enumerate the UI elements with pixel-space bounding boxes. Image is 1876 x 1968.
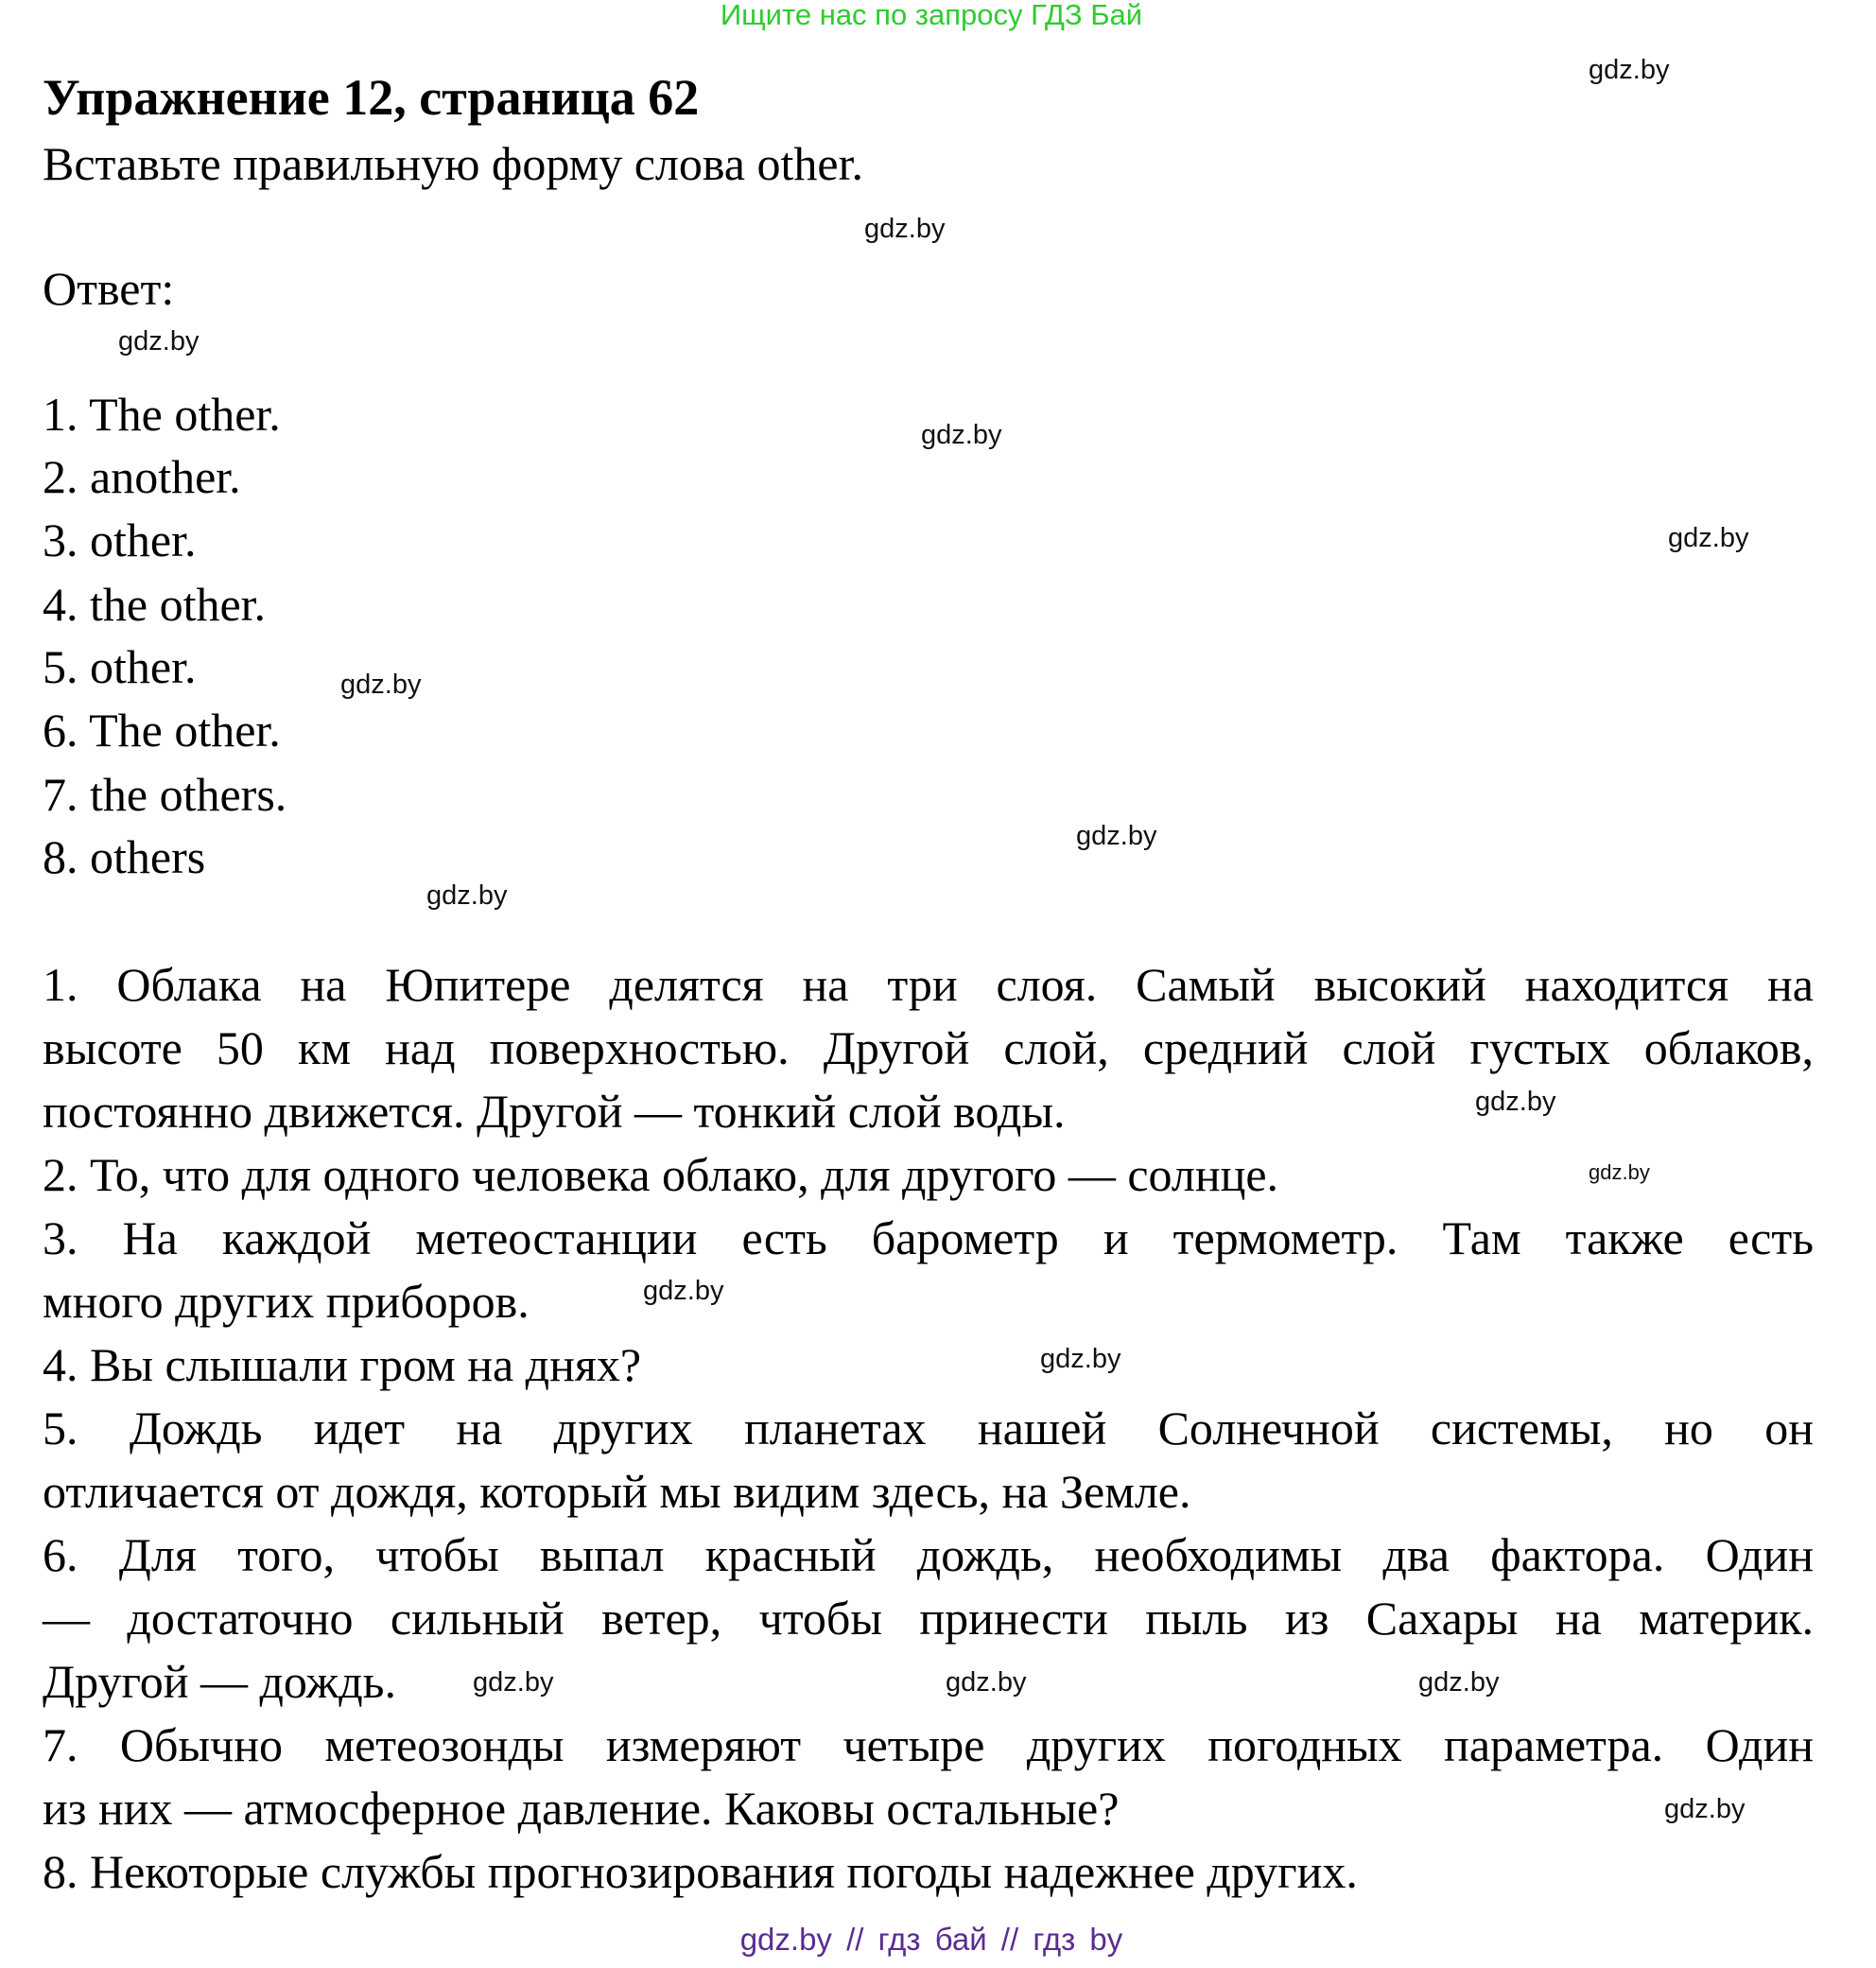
translation-line: 4. Вы слышали гром на днях?: [43, 1338, 642, 1391]
translation-line: 8. Некоторые службы прогнозирования погоды надежнее других.: [43, 1845, 1358, 1898]
translation-line: 2. То, что для одного человека облако, для другого — солнце.: [43, 1148, 1279, 1201]
footer-links: gdz.by // гдз бай // гдз by: [739, 1922, 1123, 1957]
translation-line: 3. На каждой метеостанции есть барометр и термометр. Там также есть: [43, 1211, 1814, 1264]
search-banner: Ищите нас по запросу ГДЗ Бай: [720, 0, 1143, 31]
answer-item: 2. another.: [43, 450, 241, 503]
watermark: gdz.by: [426, 880, 508, 911]
watermark: gdz.by: [1589, 1160, 1650, 1184]
watermark: gdz.by: [1668, 523, 1749, 553]
translation-line: Другой — дождь.: [43, 1655, 396, 1708]
watermark: gdz.by: [1418, 1667, 1500, 1698]
watermark: gdz.by: [921, 420, 1002, 450]
translation-line: отличается от дождя, который мы видим здесь, на Земле.: [43, 1465, 1191, 1518]
answer-item: 4. the other.: [43, 578, 267, 631]
answer-item: 6. The other.: [43, 704, 281, 757]
watermark: gdz.by: [1475, 1087, 1556, 1117]
translation-line: много других приборов.: [43, 1275, 530, 1328]
translation-line: — достаточно сильный ветер, чтобы принести пыль из Сахары на материк.: [43, 1592, 1814, 1645]
translation-line: 1. Облака на Юпитере делятся на три слоя. Самый высокий находится на: [43, 958, 1814, 1011]
watermark: gdz.by: [118, 326, 200, 357]
watermark: gdz.by: [1664, 1794, 1746, 1824]
watermark: gdz.by: [1589, 55, 1670, 85]
answer-label: Ответ:: [43, 262, 175, 315]
instruction: Вставьте правильную форму слова other.: [43, 137, 863, 190]
page-title: Упражнение 12, страница 62: [43, 69, 700, 126]
watermark: gdz.by: [643, 1276, 724, 1306]
answer-item: 7. the others.: [43, 768, 287, 821]
answer-item: 3. other.: [43, 514, 197, 566]
translation-line: постоянно движется. Другой — тонкий слой воды.: [43, 1085, 1066, 1138]
watermark: gdz.by: [340, 670, 422, 700]
answer-item: 1. The other.: [43, 388, 281, 441]
translation-line: высоте 50 км над поверхностью. Другой слой, средний слой густых облаков,: [43, 1021, 1814, 1074]
watermark: gdz.by: [946, 1667, 1027, 1698]
translation-line: из них — атмосферное давление. Каковы остальные?: [43, 1782, 1120, 1835]
watermark: gdz.by: [473, 1667, 554, 1698]
watermark: gdz.by: [1076, 821, 1157, 851]
watermark: gdz.by: [864, 214, 946, 244]
translation-line: 7. Обычно метеозонды измеряют четыре других погодных параметра. Один: [43, 1718, 1814, 1771]
translation-line: 6. Для того, чтобы выпал красный дождь, необходимы два фактора. Один: [43, 1528, 1814, 1581]
watermark: gdz.by: [1040, 1344, 1121, 1374]
answer-item: 8. others: [43, 830, 206, 883]
answer-item: 5. other.: [43, 640, 197, 693]
translation-line: 5. Дождь идет на других планетах нашей Солнечной системы, но он: [43, 1402, 1814, 1454]
